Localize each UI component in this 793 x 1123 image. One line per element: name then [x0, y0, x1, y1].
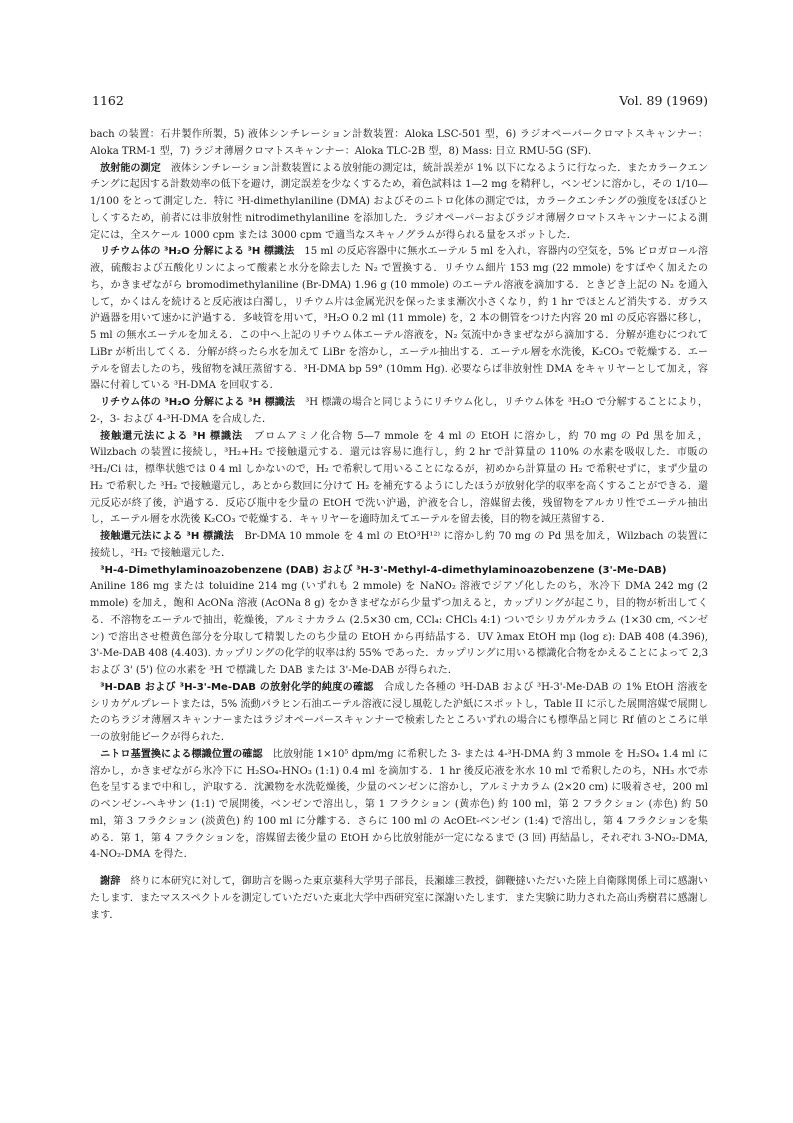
paragraph-lithium-tritiation [90, 244, 708, 395]
section-heading: 放射能の測定 [100, 162, 161, 174]
section-heading: リチウム体の ³H₂O 分解による ³H 標識法 [100, 246, 295, 258]
paragraph-text: 合成した各種の ³H-DAB および ³H-3'-Me-DAB の 1% EtOH 溶液をシリカゲルプレートまたは，5% 流動パラヒン石油エーテル溶液に浸し風乾した沪紙にスポットし，Table II に示した展開溶媒で展開したのちラジオ薄層スキャンナーまたはラジオペーパースキャンナーで検索したところいずれの場合にも標準品と同じ Rf 値のところに単一の放射能ピークが得られた． [90, 681, 709, 743]
paragraph-text: Aniline 186 mg または toluidine 214 mg (いずれも 2 mmole) を NaNO₂ 溶液でジアゾ化したのち，氷冷下 DMA 242 mg (2 mmole) を加え，飽和 AcONa 溶液 (AcONa 8 g) をかきまぜながら少量ずつ加えると，カップリングが起こり，目的物が析出してくる．不溶物をエーテルで抽出，乾燥後，アルミナカラム (2.5×30 cm, CCl₄: CHCl₃ 4:1) ついでシリカゲルカラム (1×30 cm, ベンゼン) で溶出させ橙黄色部分を分取して精製したのち少量の EtOH から再結晶する．UV λmax EtOH mμ (log ε): DAB 408 (4.396), 3'-Me-DAB 408 (4.403). カップリングの化学的収率は約 55% であった．カップリングに用いる標識化合物をかえることによって 2,3 および 3' (5') 位の水素を ³H で標識した DAB または 3'-Me-DAB が得られた． [90, 581, 708, 676]
paragraph-apparatus [90, 127, 708, 161]
paragraph-radioactivity [90, 161, 708, 245]
volume-info: Vol. 89 (1969) [619, 93, 708, 108]
paragraph-dab-synthesis [90, 579, 708, 680]
section-heading: 接触還元法による ³H 標識法 [100, 531, 234, 542]
paragraph-acknowledgment [90, 874, 708, 924]
article-body [90, 127, 708, 924]
paragraph-text: 15 ml の反応容器中に無水エーテル 5 ml を入れ，容器内の空気を，5% ピロガロール溶液，硫酸および五酸化リンによって酸素と水分を除去した N₂ で置換する．リチウム細片 153 mg (22 mmole) をすばやく加えたのち，かきまぜながら bromodimethylaniline (Br-DMA) 1.96 g (10 mmole) のエーテル溶液を滴加する．ときどき上記の N₂ を通入して，かくはんを続けると反応液は白濁し，リチウム片は金属光沢を保ったまま漸次小さくなり，約 1 hr でほとんど消失する．ガラス沪過器を用いて速かに沪過する．多岐管を用いて，³H₂O 0.2 ml (11 mmole) を，2 本の側管をつけた内容 20 ml の反応容器に移し，5 ml の無水エーテルを加える．この中へ上記のリチウム体エーテル溶液を，N₂ 気流中かきまぜながら滴加する．分解が進むにつれて LiBr が析出してくる．分解が終ったら水を加えて LiBr を溶かし，エーテル抽出する．エーテル層を水洗後，K₂CO₃ で乾燥する．エーテルを留去したのち，残留物を減圧蒸留する．³H-DMA bp 59° (10mm Hg). 必要ならば非放射性 DMA をキャリヤーとして加え，容器に付着している ³H-DMA を回収する． [90, 246, 709, 392]
paragraph-text: 終りに本研究に対して，御助言を賜った東京薬科大学男子部長，長瀬雄三教授，御鞭撻いただいた陸上自衛隊関係上司に感謝いたします．またマススペクトルを測定していただいた東北大学中西研究室に深謝いたします．また実験に助力された高山秀樹君に感謝します． [90, 876, 709, 921]
paragraph-text: Br-DMA 10 mmole を 4 ml の EtO³H¹²⁾ に溶かし約 70 mg の Pd 黒を加え，Wilzbach の装置に接続し，²H₂ で接触還元した． [90, 531, 708, 559]
section-heading: ³H-DAB および ³H-3'-Me-DAB の放射化学的純度の確認 [100, 681, 374, 693]
paragraph-catalytic-reduction [90, 429, 708, 530]
section-heading: リチウム体の ³H₂O 分解による ³H 標識法 [100, 397, 296, 408]
section-heading: 接触還元法による ³H 標識法 [100, 430, 244, 442]
section-heading: ニトロ基置換による標識位置の確認 [100, 748, 263, 760]
section-heading-dab: ³H-4-Dimethylaminoazobenzene (DAB) および ³H-3'-Methyl-4-dimethylaminoazobenzene (3'-Me-DAB) [100, 564, 667, 576]
paragraph-purity [90, 680, 708, 747]
paragraph-text: ブロムアミノ化合物 5—7 mmole を 4 ml の EtOH に溶かし，約 70 mg の Pd 黒を加え，Wilzbach の装置に接続し，³H₂+H₂ で接触還元する．還元は容易に進行し，約 2 hr で計算量の 110% の水素を吸収した．市販の ³H₂/Ci は，標準状態では 0 4 ml しかないので，H₂ で希釈して用いることになるが，初めから計算量の H₂ で希釈せずに，まず少量の H₂ で希釈した ³H₂ で接触還元し，あとから数回に分けて H₂ を補充するようにしたほうが放射化学的収率を高くすることができる．還元反応が終了後，沪過する．反応び瓶中を少量の EtOH で洗い沪過，沪液を合し，溶媒留去後，残留物をアルカリ性でエーテル抽出し，エーテル層を水洗後 K₂CO₃ で乾燥する．キャリヤーを適時加えてエーテルを留去後，目的物を減圧蒸留する． [90, 430, 709, 526]
paragraph-lithium-labeling [90, 395, 708, 429]
paragraph-text: ³H 標識の場合と同じようにリチウム化し，リチウム体を ³H₂O で分解することにより，2-，3- および 4-³H-DMA を合成した． [90, 397, 708, 425]
paragraph-text: 比放射能 1×10⁵ dpm/mg に希釈した 3- または 4-³H-DMA 約 3 mmole を H₂SO₄ 1.4 ml に溶かし，かきまぜながら氷冷下に H₂SO₄-HNO₃ (1:1) 0.4 ml を滴加する．1 hr 後反応液を氷水 10 ml で希釈したのち，NH₃ 水で赤色を呈するまで中和し，沪取する．沈澱物を水洗乾燥後，少量のベンゼンに溶かし，アルミナカラム (2×20 cm) に吸着させ，200 ml のベンゼン-ヘキサン (1:1) で展開後，ベンゼンで溶出し，第 1 フラクション (黄赤色) 約 100 ml，第 2 フラクション (赤色) 約 50 ml，第 3 フラクション (淡黄色) 約 100 ml に分離する．さらに 100 ml の AcOEt-ベンゼン (1:4) で溶出し，第 4 フラクションを集める．第 1，第 4 フラクションを，溶媒留去後少量の EtOH から比放射能が一定になるまで (3 回) 再結晶し，それぞれ 3-NO₂-DMA, 4-NO₂-DMA を得た． [90, 748, 709, 861]
paragraph-nitration [90, 747, 708, 864]
paragraph-catalytic-reduction-2 [90, 529, 708, 563]
section-heading: 謝辞 [100, 876, 121, 887]
paragraph-text: bach の装置：石井製作所製，5) 液体シンチレーション計数装置：Aloka LSC-501 型，6) ラジオペーパークロマトスキャンナー：Aloka TRM-1 型，7) ラジオ薄層クロマトスキャンナー：Aloka TLC-2B 型，8) Mass: 日立 RMU-5G (SF). [90, 129, 708, 157]
paragraph-text: 液体シンチレーション計数装置による放射能の測定は，統計誤差が 1% 以下になるように行なった．またカラークエンチングに起因する計数効率の低下を避け，測定誤差を少なくするため，着色試料は 1—2 mg を精秤し，ベンゼンに溶かし，その 1/10—1/100 をとって測定した．特に ³H-dimethylaniline (DMA) およびそのニトロ化体の測定では，カラークエンチングの強度をほぼひとしくするため，前者には非放射性 nitrodimethylaniline を添加した．ラジオペーパーおよびラジオ薄層クロマトスキャンナーによる測定には，全スケール 1000 cpm または 3000 cpm で適当なスキャノグラムが得られる量をスポットした． [90, 162, 709, 241]
section-gap [90, 864, 708, 874]
page-number: 1162 [92, 93, 124, 108]
